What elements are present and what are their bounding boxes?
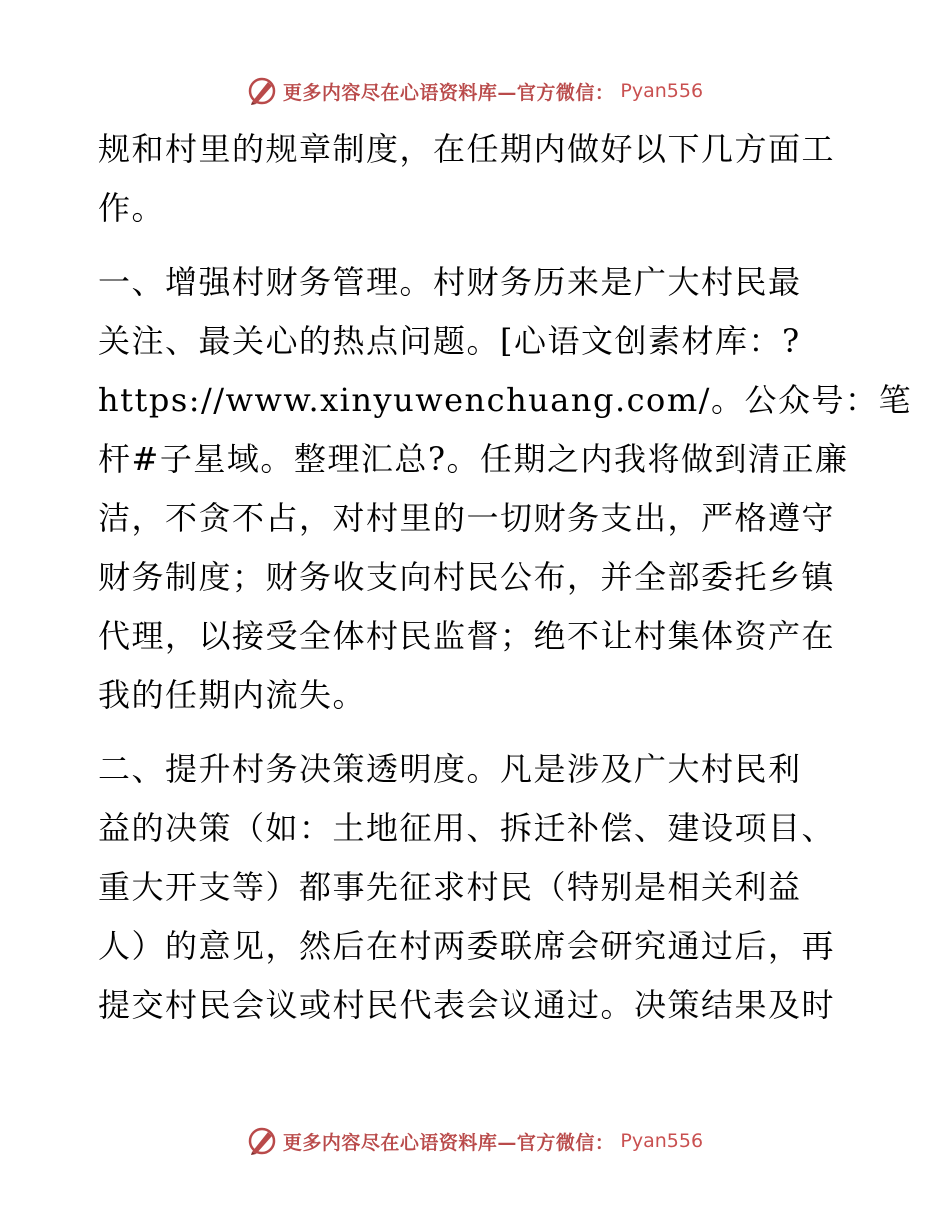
text-line: 提交村民会议或村民代表会议通过。决策结果及时 [98,986,836,1024]
text-line: 益的决策（如：土地征用、拆迁补偿、建设项目、 [98,809,836,847]
text-line: 二、提升村务决策透明度。凡是涉及广大村民利 [98,750,802,788]
text-line: 作。 [98,189,166,227]
text-line: 关注、最关心的热点问题。[心语文创素材库：? [98,322,801,360]
paragraph [98,740,858,1035]
footer-banner [0,1121,950,1161]
document-body [98,120,912,1035]
pen-in-circle-icon [247,1126,277,1156]
text-line: 规和村里的规章制度，在任期内做好以下几方面工 [98,130,836,168]
header-wechat-id: Pyan556 [620,80,704,102]
text-line: 一、增强村财务管理。村财务历来是广大村民最 [98,263,802,301]
text-line: 财务制度；财务收支向村民公布，并全部委托乡镇 [98,558,836,596]
header-banner [0,71,950,111]
text-line: 人）的意见，然后在村两委联席会研究通过后，再 [98,927,836,965]
text-line: 杆#子星域。整理汇总?。任期之内我将做到清正廉 [98,440,849,478]
header-banner-text: 更多内容尽在心语资料库—官方微信： [282,81,615,104]
text-line: 重大开支等）都事先征求村民（特别是相关利益 [98,868,802,906]
paragraph [98,120,858,238]
paragraph [98,253,912,725]
pen-in-circle-icon [247,76,277,106]
text-line: 洁，不贪不占，对村里的一切财务支出，严格遵守 [98,499,836,537]
text-line: https://www.xinyuwenchuang.com/。公众号：笔 [98,381,912,419]
footer-wechat-id: Pyan556 [620,1130,704,1152]
text-line: 代理，以接受全体村民监督；绝不让村集体资产在 [98,617,836,655]
footer-banner-text: 更多内容尽在心语资料库—官方微信： [282,1131,615,1154]
text-line: 我的任期内流失。 [98,676,367,714]
